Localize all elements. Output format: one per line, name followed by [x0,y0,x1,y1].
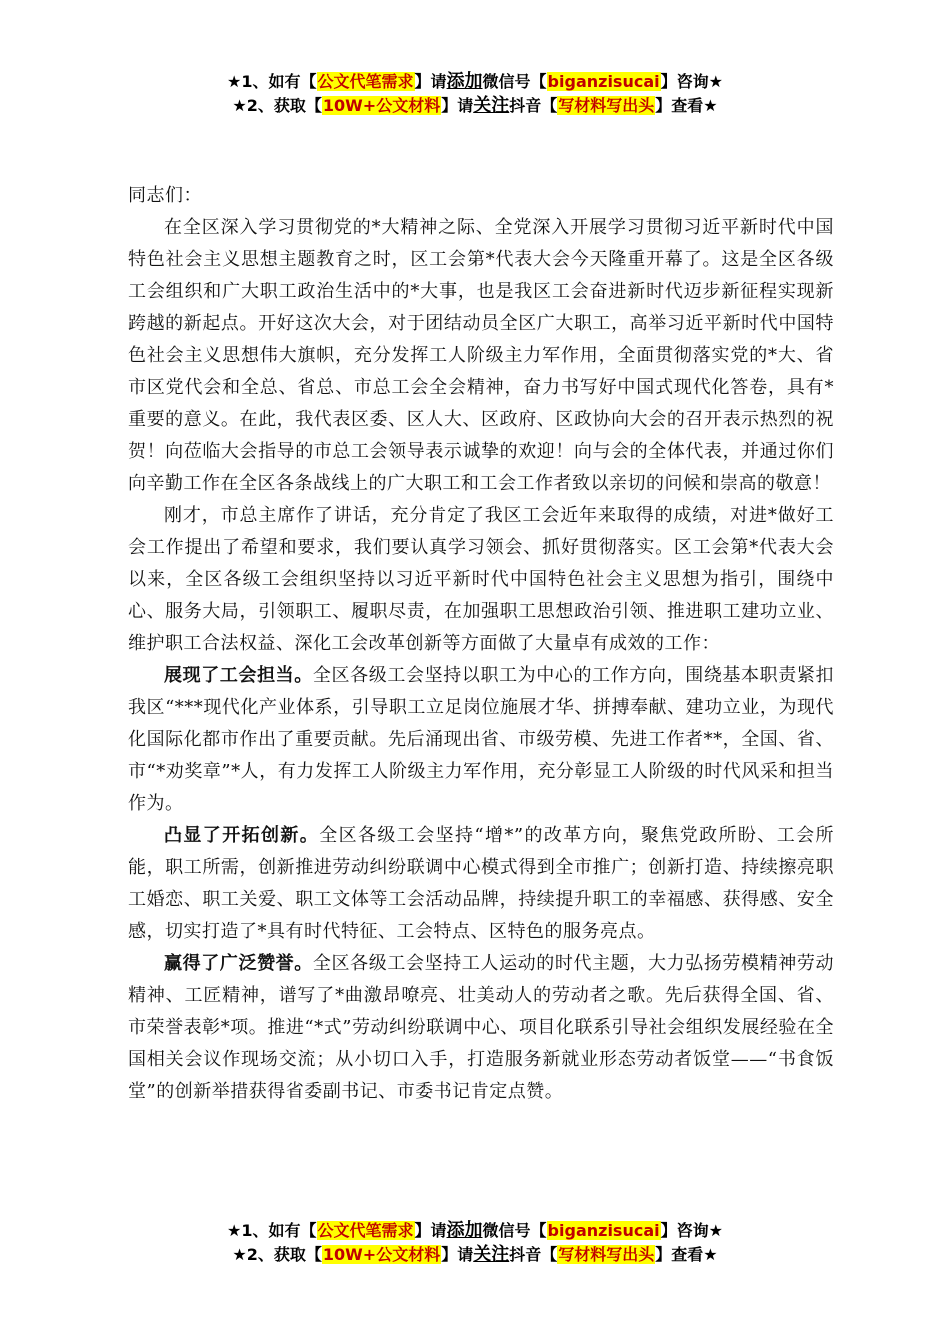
promo-text: ★2、获取【 [232,96,322,115]
paragraph-text: 全区各级工会坚持工人运动的时代主题，大力弘扬劳模精神劳动精神、工匠精神，谱写了*曲激昂嘹亮、壮美动人的劳动者之歌。先后获得全国、省、市荣誉表彰*项。推进“*式”劳动纠纷联调中心、项目化联系引导社会组织发展经验在全国相关会议作现场交流；从小切口入手，打造服务新就业形态劳动者饭堂——“书食饭堂”的创新举措获得省委副书记、市委书记肯定点赞。 [128,953,835,1102]
promo-text: ★2、获取【 [232,1245,322,1264]
promo-text: 】查看★ [655,96,718,115]
promo-text: 微信号【 [482,72,547,91]
promo-highlight: 公文代笔需求 [317,1221,414,1240]
promo-text: 】请 [441,1245,474,1264]
promo-text: 】查看★ [655,1245,718,1264]
promo-underline: 关注 [473,1244,510,1265]
paragraph-text: 全区各级工会坚持以职工为中心的工作方向，围绕基本职责紧扣我区“***现代化产业体系，引导职工立足岗位施展才华、拼搏奉献、建功立业，为现代化国际化都市作出了重要贡献。先后涌现出省、市级劳模、先进工作者**，全国、省、市“*劝奖章”*人，有力发挥工人阶级主力军作用，充分彰显工人阶级的时代风采和担当作为。 [128,665,835,814]
promo-text: 】咨询★ [660,1221,723,1240]
paragraph-text: 全区各级工会坚持“增*”的改革方向，聚焦党政所盼、工会所能，职工所需，创新推进劳动纠纷联调中心模式得到全市推广；创新打造、持续擦亮职工婚恋、职工关爱、职工文体等工会活动品牌，持续提升职工的幸福感、获得感、安全感，切实打造了*具有时代特征、工会特点、区特色的服务亮点。 [128,825,834,942]
promo-underline: 添加 [446,71,483,92]
promo-text: 微信号【 [482,1221,547,1240]
promo-line-1 [0,70,950,94]
promo-wechat-id: biganzisucai [547,72,660,91]
promo-highlight: 10W+公文材料 [322,96,441,115]
promo-text: 】请 [414,1221,447,1240]
paragraph-lead-heading: 赢得了广泛赞誉。 [164,953,313,974]
promo-text: 】请 [414,72,447,91]
promo-text: ★1、如有【 [227,1221,317,1240]
promo-douyin-id: 写材料写出头 [558,1245,655,1264]
promo-highlight: 10W+公文材料 [322,1245,441,1264]
promo-header [0,70,950,118]
promo-text: 抖音【 [509,1245,558,1264]
promo-line-2 [0,1243,950,1267]
document-body [128,180,834,1108]
promo-line-2 [0,94,950,118]
paragraph-text: 刚才，市总主席作了讲话，充分肯定了我区工会近年来取得的成绩，对进*做好工会工作提出了希望和要求，我们要认真学习领会、抓好贯彻落实。区工会第*代表大会以来，全区各级工会组织坚持以习近平新时代中国特色社会主义思想为指引，围绕中心、服务大局，引领职工、履职尽责，在加强职工思想政治引领、推进职工建功立业、维护职工合法权益、深化工会改革创新等方面做了大量卓有成效的工作： [128,505,834,654]
promo-line-1 [0,1219,950,1243]
promo-text: 】请 [441,96,474,115]
paragraph [128,500,834,660]
promo-text: 抖音【 [509,96,558,115]
paragraph-text: 在全区深入学习贯彻党的*大精神之际、全党深入开展学习贯彻习近平新时代中国特色社会主义思想主题教育之时，区工会第*代表大会今天隆重开幕了。这是全区各级工会组织和广大职工政治生活中的*大事，也是我区工会奋进新时代迈步新征程实现新跨越的新起点。开好这次大会，对于团结动员全区广大职工，高举习近平新时代中国特色社会主义思想伟大旗帜，充分发挥工人阶级主力军作用，全面贯彻落实党的*大、省市区党代会和全总、省总、市总工会全会精神，奋力书写好中国式现代化答卷，具有*重要的意义。在此，我代表区委、区人大、区政府、区政协向大会的召开表示热烈的祝贺！向莅临大会指导的市总工会领导表示诚挚的欢迎！向与会的全体代表，并通过你们向辛勤工作在全区各条战线上的广大职工和工会工作者致以亲切的问候和崇高的敬意！ [128,217,834,494]
promo-underline: 添加 [446,1220,483,1241]
promo-text: ★1、如有【 [227,72,317,91]
paragraph [128,820,834,948]
promo-highlight: 公文代笔需求 [317,72,414,91]
paragraph-lead-heading: 凸显了开拓创新。 [164,825,320,846]
promo-text: 】咨询★ [660,72,723,91]
salutation: 同志们： [128,185,202,206]
paragraph-lead-heading: 展现了工会担当。 [164,665,313,686]
promo-douyin-id: 写材料写出头 [558,96,655,115]
promo-footer [0,1219,950,1267]
promo-underline: 关注 [473,95,510,116]
paragraph [128,660,834,820]
promo-wechat-id: biganzisucai [547,1221,660,1240]
paragraph [128,948,834,1108]
paragraph [128,212,834,500]
